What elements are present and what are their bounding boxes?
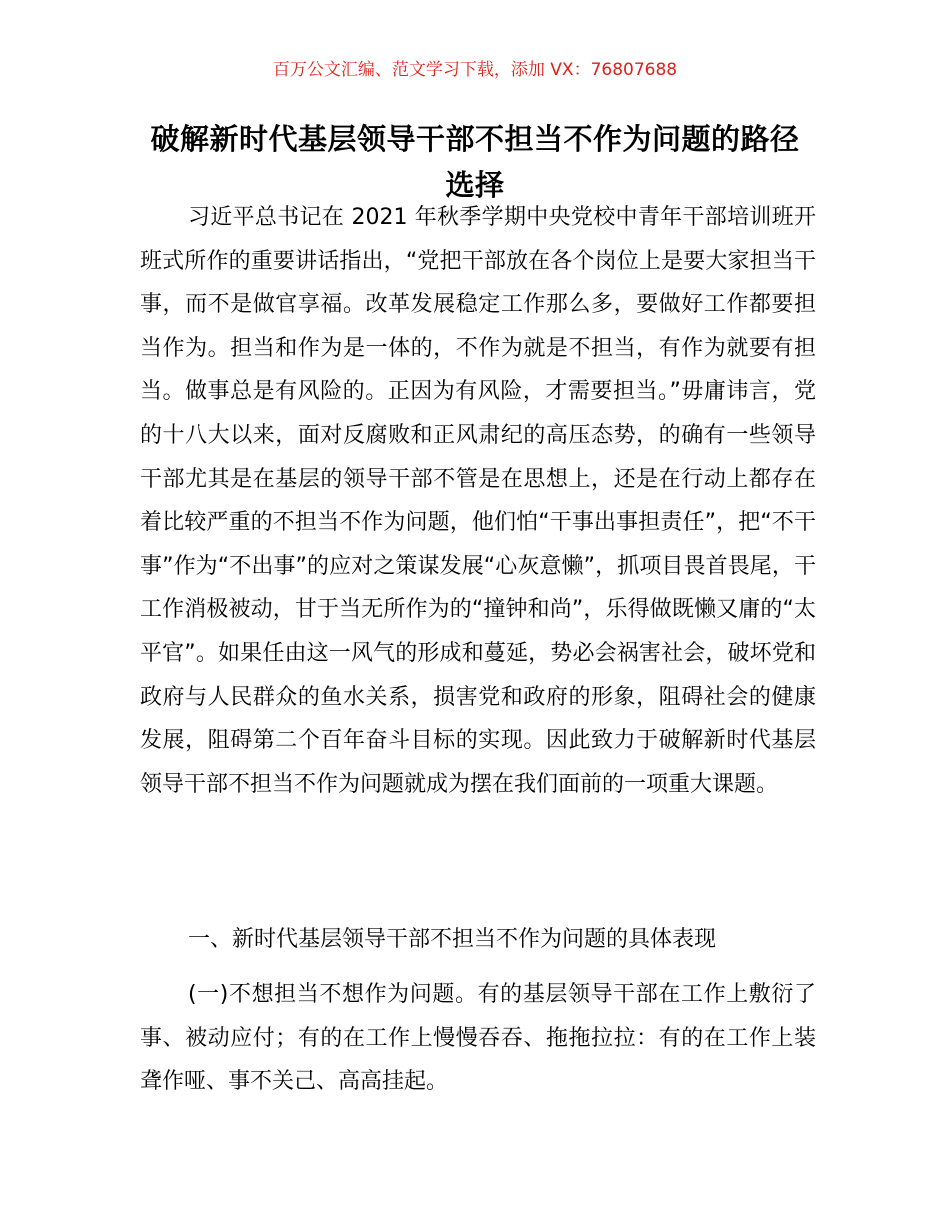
- header-promo-note: 百万公文汇编、范文学习下载，添加 VX：76807688: [272, 60, 678, 80]
- section-heading: 一、新时代基层领导干部不担当不作为问题的具体表现: [188, 927, 717, 952]
- intro-paragraph: 习近平总书记在 2021 年秋季学期中央党校中青年干部培训班开班式所作的重要讲话指出，“党把干部放在各个岗位上是要大家担当干事，而不是做官享福。改革发展稳定工作那么多，要做好工作都要担当作为。担当和作为是一体的，不作为就是不担当，有作为就要有担当。做事总是有风险的。正因为有风险，才需要担当。”毋庸讳言，党的十八大以来，面对反腐败和正风肃纪的高压态势，的确有一些领导干部尤其是在基层的领导干部不管是在思想上，还是在行动上都存在着比较严重的不担当不作为问题，他们怕“干事出事担责任”，把“不干事”作为“不出事”的应对之策谋发展“心灰意懒”，抓项目畏首畏尾，干工作消极被动，甘于当无所作为的“撞钟和尚”，乐得做既懒又庸的“太平官”。如果任由这一风气的形成和蔓延，势必会祸害社会，破坏党和政府与人民群众的鱼水关系，损害党和政府的形象，阻碍社会的健康发展，阻碍第二个百年奋斗目标的实现。因此致力于破解新时代基层领导干部不担当不作为问题就成为摆在我们面前的一项重大课题。: [140, 205, 816, 797]
- document-title: 破解新时代基层领导干部不担当不作为问题的路径选择: [150, 122, 800, 202]
- subsection-paragraph: (一)不想担当不想作为问题。有的基层领导干部在工作上敷衍了事、被动应付；有的在工作上慢慢吞吞、拖拖拉拉：有的在工作上装聋作哑、事不关己、高高挂起。: [140, 982, 816, 1095]
